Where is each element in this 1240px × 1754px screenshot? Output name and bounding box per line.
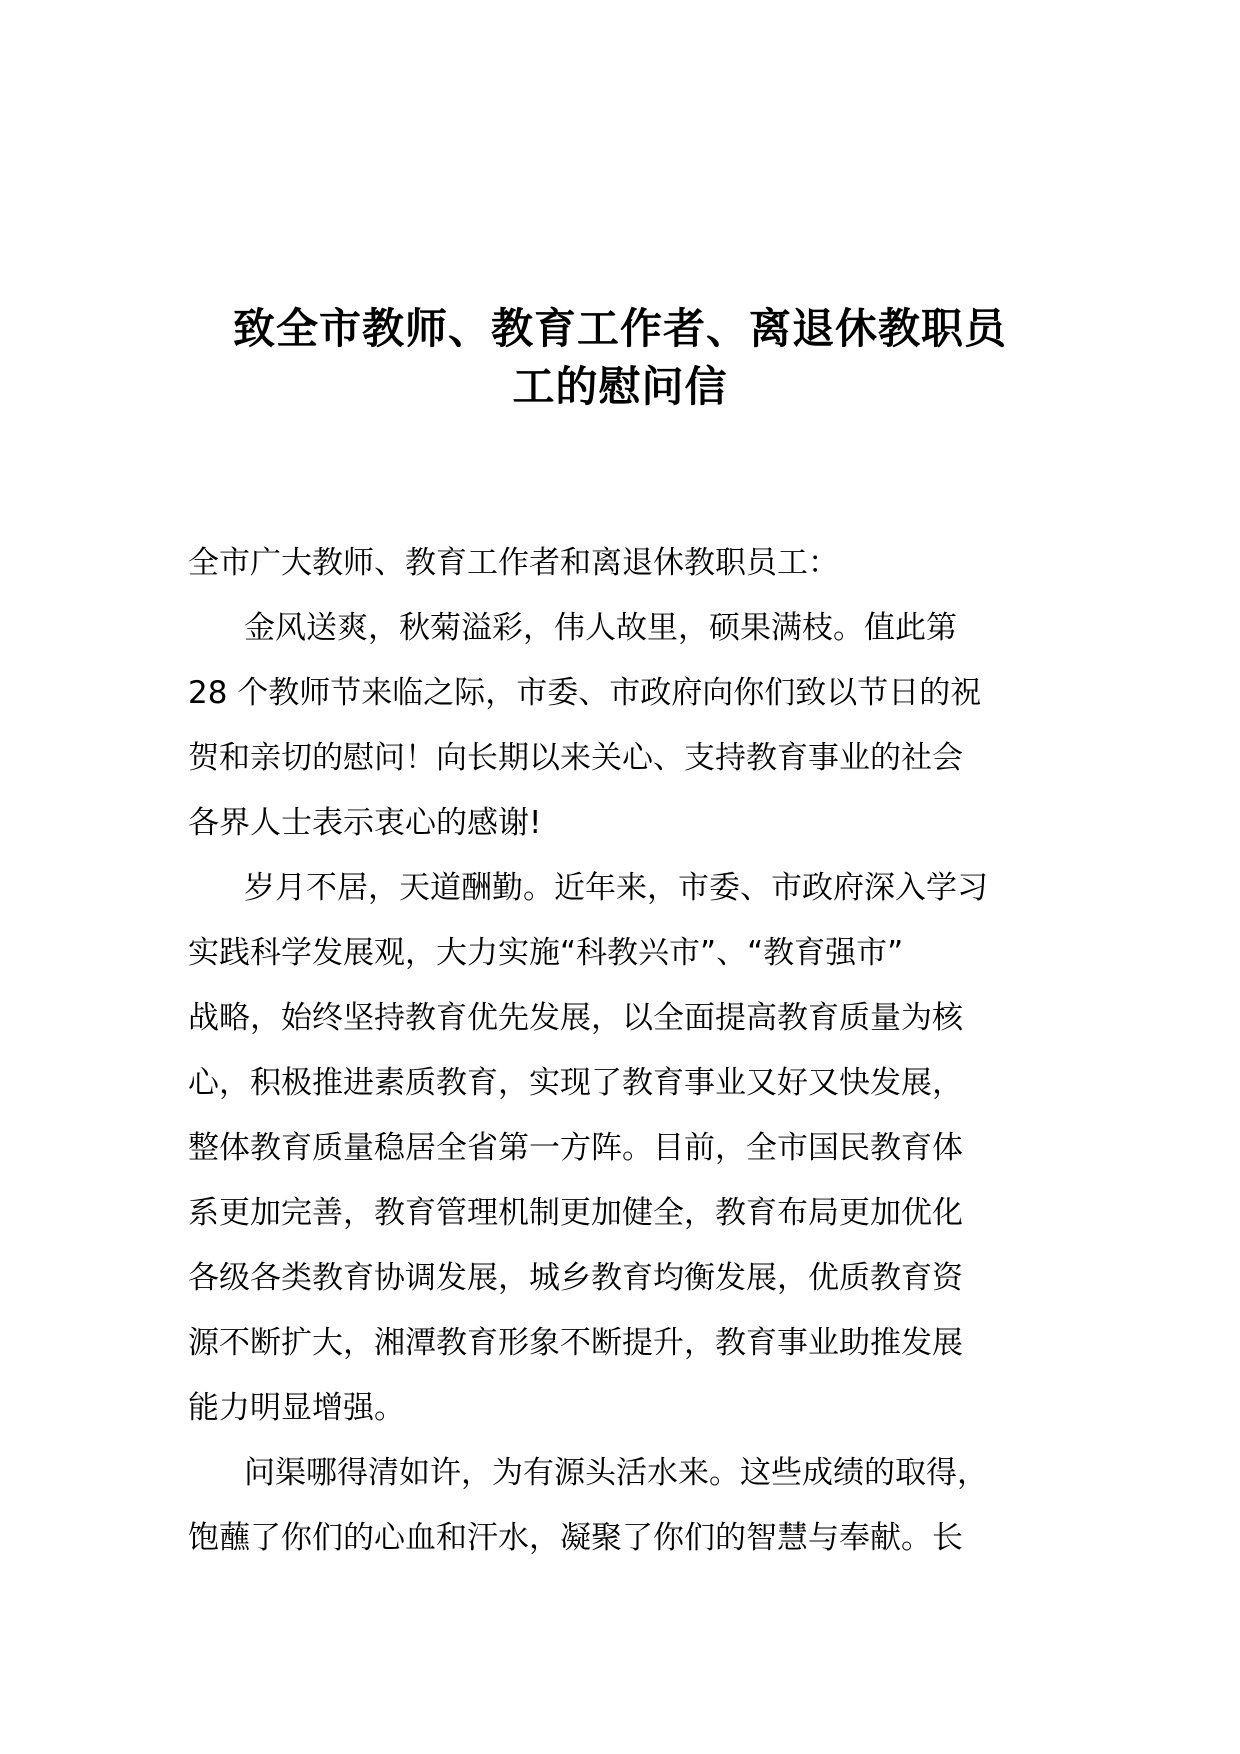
text-line: 源不断扩大，湘潭教育形象不断提升，教育事业助推发展 <box>188 1325 963 1361</box>
text-line: 实践科学发展观，大力实施“科教兴市”、“教育强市” <box>188 935 904 971</box>
text-line: 整体教育质量稳居全省第一方阵。目前，全市国民教育体 <box>188 1130 963 1166</box>
text-line: 饱蘸了你们的心血和汗水，凝聚了你们的智慧与奉献。长 <box>188 1520 963 1556</box>
text-line: 贺和亲切的慰问！向长期以来关心、支持教育事业的社会 <box>188 740 963 776</box>
text-line: 心，积极推进素质教育，实现了教育事业又好又快发展， <box>188 1065 963 1101</box>
title-line: 致全市教师、教育工作者、离退休教职员 <box>232 304 1007 353</box>
letter-body <box>188 531 1058 1571</box>
text-line: 28 个教师节来临之际，市委、市政府向你们致以节日的祝 <box>188 675 982 711</box>
text-line: 各级各类教育协调发展，城乡教育均衡发展，优质教育资 <box>188 1260 963 1296</box>
paragraph-3 <box>188 1441 1058 1571</box>
paragraph-1 <box>188 596 1058 856</box>
text-line: 能力明显增强。 <box>188 1390 405 1426</box>
text-line: 岁月不居，天道酬勤。近年来，市委、市政府深入学习 <box>244 870 988 906</box>
text-line: 各界人士表示衷心的感谢! <box>188 805 542 841</box>
text-line: 系更加完善，教育管理机制更加健全，教育布局更加优化 <box>188 1195 963 1231</box>
text-line: 金风送爽，秋菊溢彩，伟人故里，硕果满枝。值此第 <box>244 610 957 646</box>
text-line: 战略，始终坚持教育优先发展，以全面提高教育质量为核 <box>188 1000 963 1036</box>
salutation: 全市广大教师、教育工作者和离退休教职员工： <box>188 545 839 581</box>
title-line: 工的慰问信 <box>512 362 728 411</box>
document-title <box>187 300 1053 416</box>
text-line: 问渠哪得清如许，为有源头活水来。这些成绩的取得， <box>244 1455 988 1491</box>
paragraph-2 <box>188 856 1058 1441</box>
